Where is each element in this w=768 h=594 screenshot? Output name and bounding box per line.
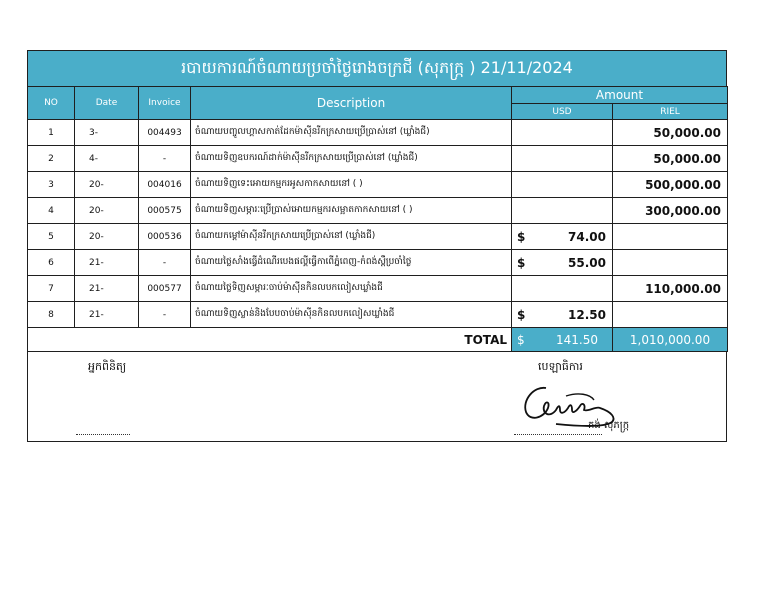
- row-no: 1: [28, 120, 75, 146]
- header-riel: RIEL: [613, 104, 728, 120]
- row-description: ចំណាយទិញឧបករណ៍ដាក់ម៉ាស៊ីនរីកក្រសាយប្រើប្រាស់នៅ (ឃ្លាំងជី): [191, 146, 512, 172]
- row-riel: [613, 302, 728, 328]
- row-description: ចំណាយទិញសម្ភារៈប្រើប្រាស់អោយកម្មករសម្អាតកាកសាយនៅ ( ): [191, 198, 512, 224]
- table-row: [28, 250, 728, 276]
- row-invoice: -: [139, 302, 191, 328]
- row-no: 8: [28, 302, 75, 328]
- row-usd: 55.00: [568, 255, 606, 270]
- signature-area: [27, 352, 727, 442]
- row-date: 20-: [75, 198, 139, 224]
- table-row: [28, 198, 728, 224]
- row-no: 7: [28, 276, 75, 302]
- row-usd-cell: [512, 198, 613, 224]
- row-usd-cell: [512, 250, 613, 276]
- header-invoice: Invoice: [139, 87, 191, 120]
- row-no: 6: [28, 250, 75, 276]
- row-no: 3: [28, 172, 75, 198]
- row-riel: [613, 250, 728, 276]
- header-date: Date: [75, 87, 139, 120]
- row-riel: 50,000.00: [613, 120, 728, 146]
- row-riel: 500,000.00: [613, 172, 728, 198]
- row-date: 3-: [75, 120, 139, 146]
- row-description: ចំណាយថ្លៃសាំងធ្វើដំណើរបេងផល្គីធ្វើកាពើភ្នំពេញ-កំពង់ស្ពឺប្រចាំថ្ងៃ: [191, 250, 512, 276]
- checker-signature-line: [76, 434, 130, 435]
- row-no: 5: [28, 224, 75, 250]
- row-description: ចំណាយទិញទេះអោយកម្មករអូសកាកសាយនៅ ( ): [191, 172, 512, 198]
- row-no: 4: [28, 198, 75, 224]
- header-no: NO: [28, 87, 75, 120]
- row-usd: 74.00: [568, 229, 606, 244]
- table-row: [28, 172, 728, 198]
- total-usd-symbol: $: [517, 332, 525, 347]
- table-row: [28, 224, 728, 250]
- director-label: បេឡាធិការ: [538, 360, 583, 373]
- row-riel: 110,000.00: [613, 276, 728, 302]
- row-usd-cell: [512, 172, 613, 198]
- row-invoice: 000575: [139, 198, 191, 224]
- row-invoice: 000577: [139, 276, 191, 302]
- row-riel: 50,000.00: [613, 146, 728, 172]
- row-description: ចំណាយកម្ដៅម៉ាស៊ីនរីកក្រសាយប្រើប្រាស់នៅ (ឃ្លាំងជី): [191, 224, 512, 250]
- row-usd-symbol: $: [517, 255, 526, 270]
- total-riel: 1,010,000.00: [613, 328, 728, 352]
- row-no: 2: [28, 146, 75, 172]
- total-usd-cell: [512, 328, 613, 352]
- row-usd-cell: [512, 120, 613, 146]
- checker-label: អ្នកពិនិត្យ: [88, 360, 127, 373]
- row-invoice: 000536: [139, 224, 191, 250]
- row-date: 4-: [75, 146, 139, 172]
- row-usd-symbol: $: [517, 307, 526, 322]
- total-row: [28, 328, 728, 352]
- row-date: 21-: [75, 250, 139, 276]
- table-row: [28, 302, 728, 328]
- row-usd-cell: [512, 146, 613, 172]
- row-invoice: -: [139, 146, 191, 172]
- expense-table: [27, 86, 728, 352]
- director-signature-line: [514, 434, 602, 435]
- row-description: ចំណាយទិញស្លាន់និងបែបចាប់ម៉ាស៊ីនកិនលបកលៀសឃ្លាំងជី: [191, 302, 512, 328]
- row-invoice: 004493: [139, 120, 191, 146]
- total-label: TOTAL: [28, 328, 512, 352]
- row-usd-cell: [512, 276, 613, 302]
- row-riel: [613, 224, 728, 250]
- row-invoice: -: [139, 250, 191, 276]
- total-usd: 141.50: [556, 332, 598, 347]
- row-usd-cell: [512, 302, 613, 328]
- director-name: គង់ សុភក្រ្ក: [588, 420, 630, 431]
- row-date: 20-: [75, 172, 139, 198]
- table-row: [28, 146, 728, 172]
- row-date: 21-: [75, 302, 139, 328]
- row-date: 20-: [75, 224, 139, 250]
- row-description: ចំណាយបញ្ចូលហ្គាសកាត់ដែកម៉ាស៊ីនរីកក្រសាយប្រើប្រាស់នៅ (ឃ្លាំងជី): [191, 120, 512, 146]
- header-usd: USD: [512, 104, 613, 120]
- expense-report: [27, 50, 727, 442]
- row-invoice: 004016: [139, 172, 191, 198]
- table-row: [28, 120, 728, 146]
- table-row: [28, 276, 728, 302]
- row-usd-cell: [512, 224, 613, 250]
- row-usd: 12.50: [568, 307, 606, 322]
- row-date: 21-: [75, 276, 139, 302]
- header-description: Description: [191, 87, 512, 120]
- row-riel: 300,000.00: [613, 198, 728, 224]
- row-description: ចំណាយថ្លៃទិញសម្ភារៈចាប់ម៉ាស៊ីនកិនលបកលៀសឃ្លាំងជី: [191, 276, 512, 302]
- header-amount: Amount: [512, 87, 728, 104]
- report-title: របាយការណ៍ចំណាយប្រចាំថ្ងៃរោងចក្រជី (សុភក្រ្ក ) 21/11/2024: [27, 50, 727, 86]
- row-usd-symbol: $: [517, 229, 526, 244]
